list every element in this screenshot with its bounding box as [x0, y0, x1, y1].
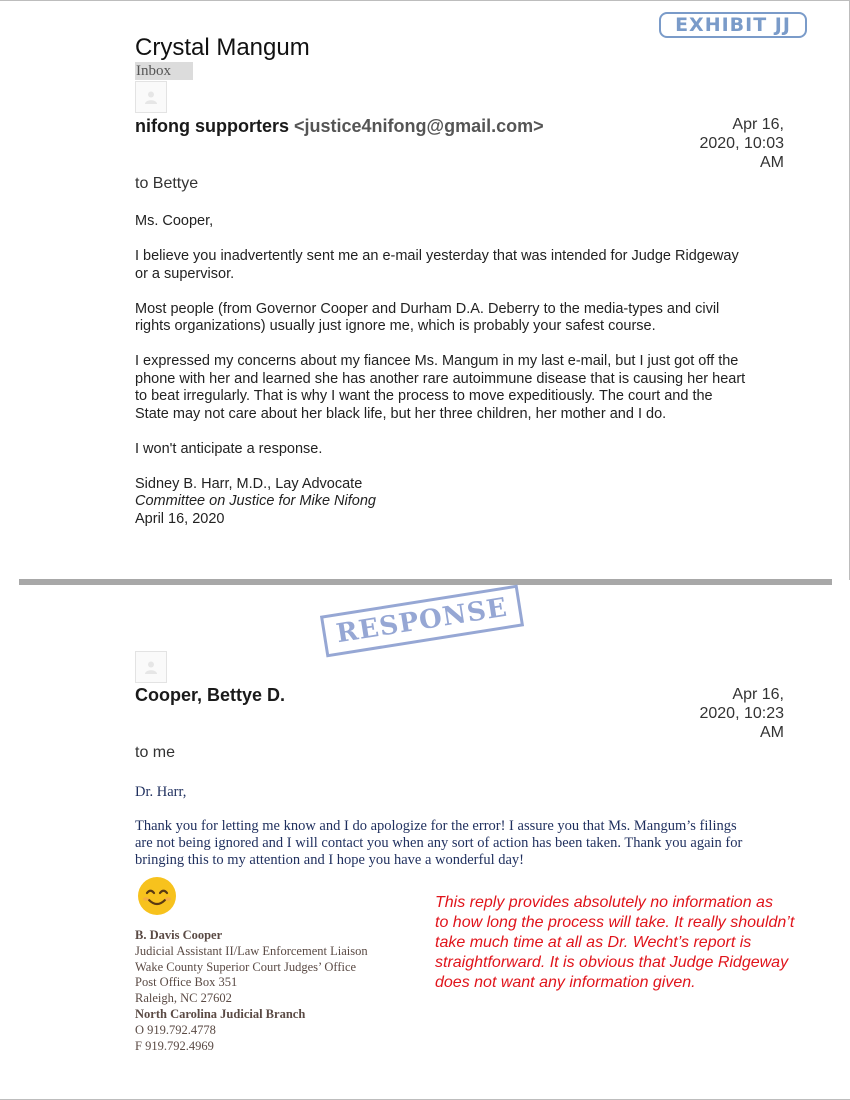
person-icon	[144, 660, 158, 674]
annotation-note	[435, 893, 825, 993]
signature-po-box: Post Office Box 351	[135, 975, 238, 990]
annotation-line: straightforward. It is obvious that Judge Ridgeway	[435, 954, 789, 971]
body-paragraph	[135, 301, 785, 336]
sender-name: Cooper, Bettye D.	[135, 685, 286, 705]
date-line: 2020, 10:23	[699, 705, 784, 722]
message1-body	[135, 213, 785, 528]
annotation-line: does not want any information given.	[435, 974, 696, 991]
message1-signature	[135, 476, 785, 529]
folder-tag[interactable]: Inbox	[135, 62, 193, 80]
body-paragraph	[135, 441, 785, 459]
thread-subject: Crystal Mangum	[135, 34, 310, 61]
message-divider	[19, 579, 832, 585]
body-line: rights organizations) usually just ignore me, which is probably your safest course.	[135, 318, 656, 334]
message2-signature	[135, 928, 368, 1054]
body-line: Thank you for letting me know and I do apologize for the error! I assure you that Ms. Mangum’s filings	[135, 818, 737, 834]
message1-sender[interactable]	[135, 116, 544, 137]
date-line: Apr 16,	[732, 116, 784, 133]
message2-body	[135, 784, 785, 886]
body-line: are not being ignored and I will contact you when any sort of action has been taken. Thank you again for	[135, 835, 743, 851]
message2-sender[interactable]	[135, 685, 285, 706]
signature-title: Judicial Assistant II/Law Enforcement Liaison	[135, 943, 368, 958]
body-line: or a supervisor.	[135, 265, 235, 282]
signature-branch: North Carolina Judicial Branch	[135, 1006, 306, 1021]
signature-name: Sidney B. Harr, M.D., Lay Advocate	[135, 475, 363, 492]
message1-recipients[interactable]: to Bettye	[135, 175, 199, 192]
body-line: Ms. Cooper,	[135, 213, 214, 229]
message2-recipients[interactable]: to me	[135, 744, 176, 761]
signature-office: Wake County Superior Court Judges’ Office	[135, 959, 357, 974]
body-paragraph	[135, 213, 785, 231]
signature-fax: F 919.792.4969	[135, 1038, 214, 1053]
person-icon	[144, 90, 158, 104]
annotation-line: take much time at all as Dr. Wecht’s report is	[435, 934, 752, 951]
signature-date: April 16, 2020	[135, 510, 225, 527]
body-paragraph	[135, 818, 785, 869]
sender-email: <justice4nifong@gmail.com>	[294, 116, 544, 136]
date-line: AM	[760, 154, 784, 171]
date-line: Apr 16,	[732, 686, 784, 703]
annotation-line: This reply provides absolutely no information as	[435, 894, 773, 911]
sender-name: nifong supporters	[135, 116, 289, 136]
smiling-face-icon	[137, 876, 177, 916]
signature-org: Committee on Justice for Mike Nifong	[135, 493, 376, 509]
body-line: phone with her and learned she has another rare autoimmune disease that is causing her heart	[135, 370, 746, 387]
response-stamp: RESPONSE	[320, 585, 524, 658]
signature-name: B. Davis Cooper	[135, 928, 223, 942]
greeting: Dr. Harr,	[135, 784, 187, 800]
date-line: 2020, 10:03	[699, 135, 784, 152]
page-border-top	[0, 0, 850, 1]
date-line: AM	[760, 724, 784, 741]
body-line: I won't anticipate a response.	[135, 440, 323, 457]
sender-avatar[interactable]	[135, 81, 167, 113]
message2-date	[664, 685, 784, 742]
body-line: State may not care about her black life, but her three children, her mother and I do.	[135, 405, 667, 422]
body-paragraph	[135, 353, 785, 423]
body-line: I believe you inadvertently sent me an e-mail yesterday that was intended for Judge Ridgeway	[135, 248, 739, 264]
signature-office-phone: O 919.792.4778	[135, 1022, 216, 1037]
exhibit-label: EXHIBIT JJ	[659, 12, 807, 38]
signature-city: Raleigh, NC 27602	[135, 991, 232, 1006]
body-line: I expressed my concerns about my fiancee Ms. Mangum in my last e-mail, but I just got off the	[135, 353, 739, 369]
body-line: Most people (from Governor Cooper and Durham D.A. Deberry to the media-types and civil	[135, 300, 720, 317]
annotation-line: to how long the process will take. It really shouldn’t	[435, 914, 795, 931]
body-line: bringing this to my attention and I hope you have a wonderful day!	[135, 852, 524, 868]
body-line: to beat irregularly. That is why I want the process to move expeditiously. The court and the	[135, 388, 713, 404]
message1-date	[664, 115, 784, 172]
body-paragraph	[135, 248, 785, 283]
sender-avatar[interactable]	[135, 651, 167, 683]
